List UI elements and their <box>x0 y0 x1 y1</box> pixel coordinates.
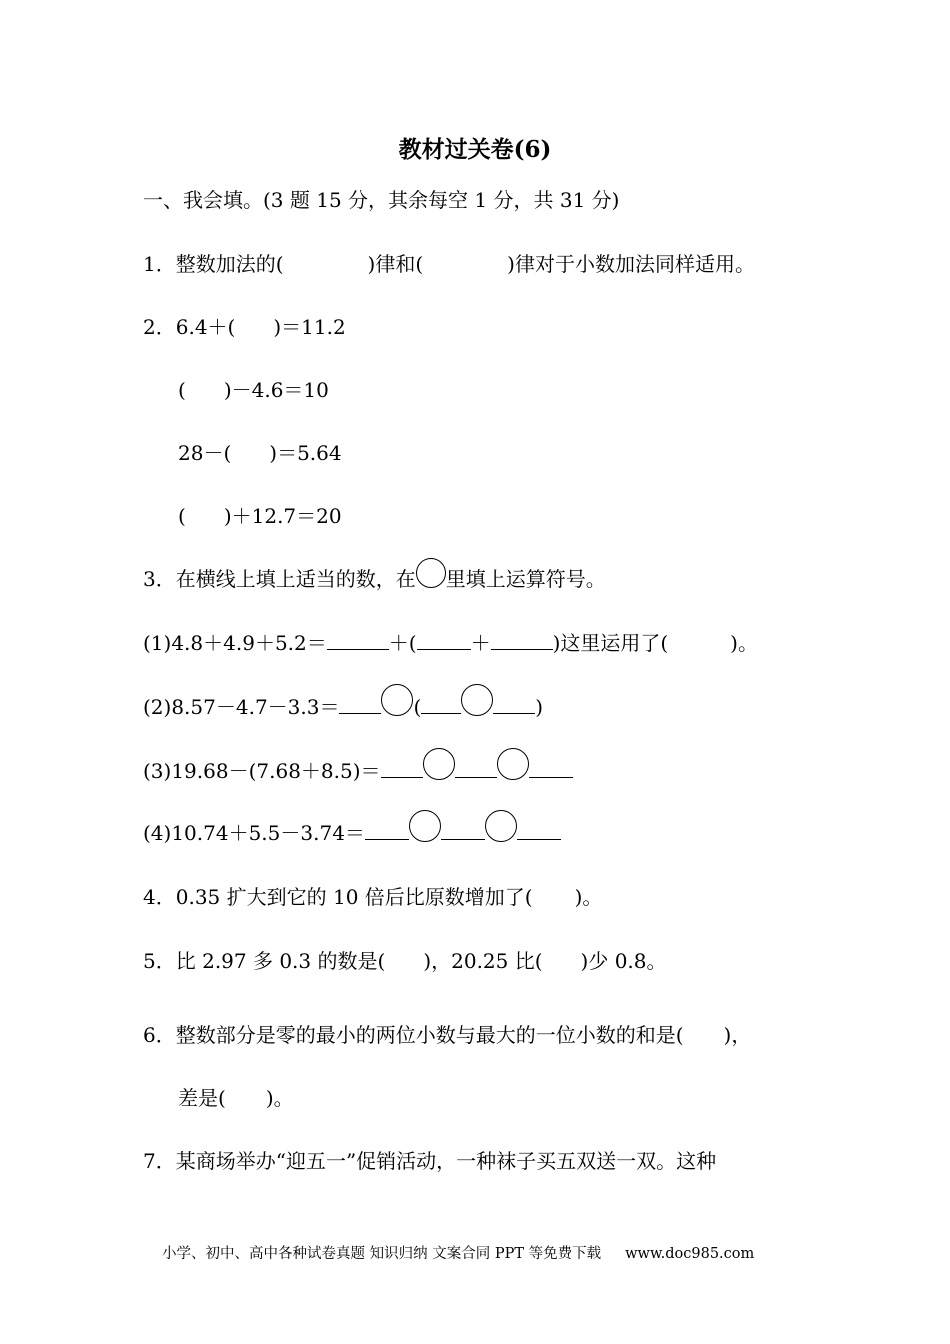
question-text: 某商场举办“迎五一”促销活动，一种袜子买五双送一双。这种 <box>175 1149 717 1173</box>
question-number: 6． <box>143 1023 176 1047</box>
question-number: 5． <box>143 949 176 973</box>
question-text: )律对于小数加法同样适用。 <box>507 252 755 276</box>
equation-part: ( <box>178 378 186 402</box>
question-text: )， <box>723 1023 752 1047</box>
question-text: )，20.25 比( <box>423 949 543 973</box>
equation-part: )。 <box>730 631 758 655</box>
answer-line[interactable] <box>421 695 461 714</box>
equation-part: ( <box>413 695 422 719</box>
question-text: 差是( <box>178 1086 226 1110</box>
question-number: 3． <box>143 567 176 591</box>
question-text: )。 <box>574 885 603 909</box>
operator-circle[interactable] <box>461 684 493 716</box>
question-text: )律和( <box>367 252 424 276</box>
question-number: 4． <box>143 885 176 909</box>
operator-circle[interactable] <box>409 810 441 842</box>
question-3-part-2 <box>143 692 543 722</box>
equation-part: ＋( <box>388 631 417 655</box>
question-3-part-4 <box>143 818 561 848</box>
section-heading: 一、我会填。(3 题 15 分，其余每空 1 分，共 31 分) <box>143 188 620 212</box>
question-number: 2． <box>143 315 176 339</box>
answer-line[interactable] <box>455 759 497 778</box>
answer-line[interactable] <box>441 821 485 840</box>
question-text: 比 2.97 多 0.3 的数是( <box>175 949 386 973</box>
operator-circle[interactable] <box>423 748 455 780</box>
operator-circle[interactable] <box>485 810 517 842</box>
footer-text: 小学、初中、高中各种试卷真题 知识归纳 文案合同 PPT 等免费下载 <box>162 1246 602 1262</box>
equation-part: ＋ <box>470 631 491 655</box>
question-text: 0.35 扩大到它的 10 倍后比原数增加了( <box>175 885 533 909</box>
equation-part: (4)10.74＋5.5－3.74＝ <box>143 821 365 845</box>
question-text: )少 0.8。 <box>580 949 667 973</box>
answer-line[interactable] <box>327 631 389 650</box>
equation-part: )＋12.7＝20 <box>223 504 342 528</box>
circle-icon <box>416 558 446 588</box>
question-3-part-3 <box>143 756 573 786</box>
question-5 <box>143 946 667 976</box>
answer-line[interactable] <box>517 821 561 840</box>
question-2-line-3 <box>178 438 342 468</box>
question-2-line-4 <box>178 501 342 531</box>
page-footer <box>162 1243 754 1265</box>
page-title: 教材过关卷(6) <box>398 136 552 163</box>
question-text: 里填上运算符号。 <box>445 567 606 591</box>
equation-part: (2)8.57－4.7－3.3＝ <box>143 695 340 719</box>
equation-part: )＝11.2 <box>273 315 346 339</box>
equation-part: ) <box>535 695 544 719</box>
question-2 <box>143 312 346 342</box>
question-text: 在横线上填上适当的数，在 <box>175 567 416 591</box>
question-4 <box>143 882 602 912</box>
answer-line[interactable] <box>529 759 573 778</box>
answer-line[interactable] <box>381 759 423 778</box>
equation-part: ( <box>178 504 186 528</box>
question-2-line-2 <box>178 375 329 405</box>
answer-line[interactable] <box>417 631 471 650</box>
question-1 <box>143 249 755 279</box>
question-3 <box>143 564 606 594</box>
question-number: 7． <box>143 1149 176 1173</box>
question-3-part-1 <box>143 628 758 658</box>
answer-line[interactable] <box>491 631 553 650</box>
equation-part: 28－( <box>178 441 232 465</box>
equation-part: 6.4＋( <box>175 315 236 339</box>
question-6 <box>143 1020 751 1050</box>
question-text: )。 <box>265 1086 294 1110</box>
equation-part: )＝5.64 <box>269 441 342 465</box>
operator-circle[interactable] <box>381 684 413 716</box>
answer-line[interactable] <box>339 695 381 714</box>
equation-part: )－4.6＝10 <box>223 378 329 402</box>
question-7 <box>143 1146 716 1176</box>
operator-circle[interactable] <box>497 748 529 780</box>
answer-line[interactable] <box>493 695 535 714</box>
equation-part: (3)19.68－(7.68＋8.5)＝ <box>143 759 381 783</box>
footer-link[interactable]: www.doc985.com <box>625 1246 755 1262</box>
equation-part: )这里运用了( <box>552 631 669 655</box>
question-text: 整数加法的( <box>175 252 284 276</box>
equation-part: (1)4.8＋4.9＋5.2＝ <box>143 631 327 655</box>
question-text: 整数部分是零的最小的两位小数与最大的一位小数的和是( <box>175 1023 684 1047</box>
question-number: 1． <box>143 252 176 276</box>
answer-line[interactable] <box>365 821 409 840</box>
question-6-line-2 <box>178 1083 294 1113</box>
